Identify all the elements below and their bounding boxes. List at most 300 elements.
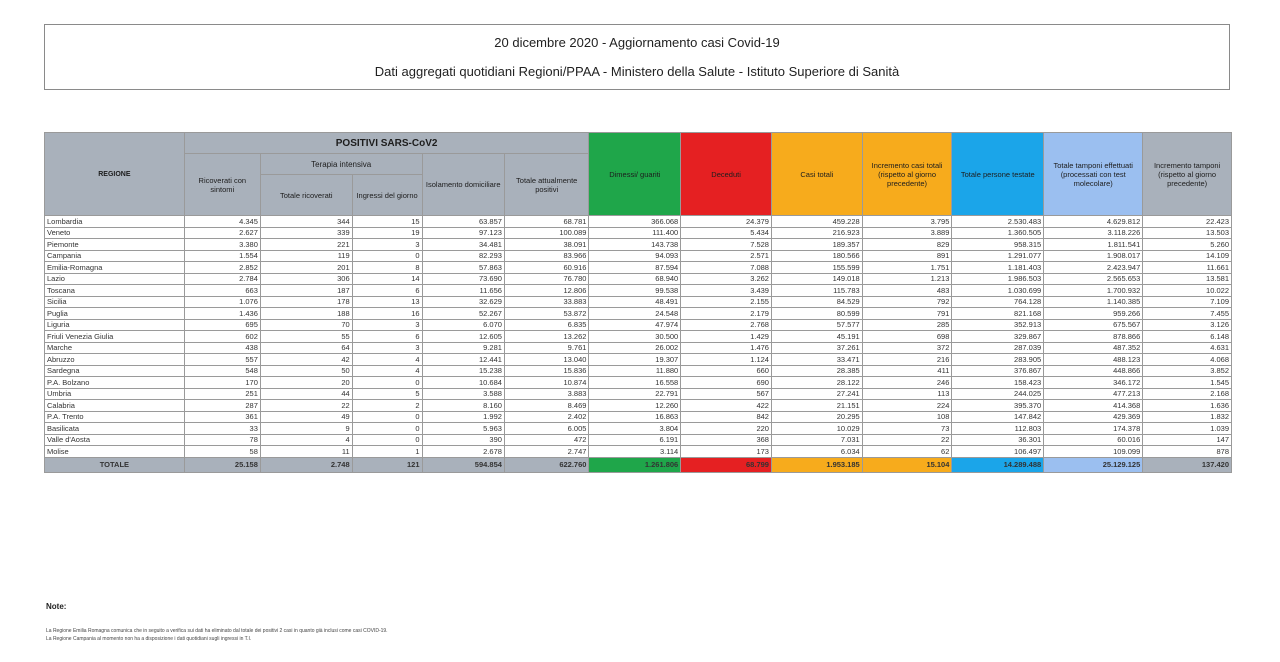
value-cell: 3.380 [184,239,260,251]
value-cell: 55 [260,331,352,343]
value-cell: 38.091 [504,239,589,251]
value-cell: 44 [260,388,352,400]
value-cell: 47.974 [589,319,681,331]
value-cell: 791 [862,308,952,320]
value-cell: 178 [260,296,352,308]
total-row [45,457,1232,472]
value-cell: 842 [681,411,772,423]
header-ricoverati: Ricoverati con sintomi [184,154,260,216]
value-cell: 1.811.541 [1044,239,1143,251]
value-cell: 188 [260,308,352,320]
header-deceduti: Deceduti [681,133,772,216]
value-cell: 19.307 [589,354,681,366]
value-cell: 109.099 [1044,446,1143,458]
value-cell: 244.025 [952,388,1044,400]
total-value-cell: 15.104 [862,457,952,472]
value-cell: 3 [352,319,422,331]
value-cell: 82.293 [422,250,504,262]
value-cell: 15 [352,216,422,228]
value-cell: 2.423.947 [1044,262,1143,274]
value-cell: 0 [352,423,422,435]
value-cell: 4.345 [184,216,260,228]
value-cell: 438 [184,342,260,354]
value-cell: 4.068 [1143,354,1232,366]
header-tamponi: Totale tamponi effettuati (processati con test molecolare) [1044,133,1143,216]
value-cell: 1.832 [1143,411,1232,423]
value-cell: 2.678 [422,446,504,458]
value-cell: 251 [184,388,260,400]
value-cell: 959.266 [1044,308,1143,320]
value-cell: 1.436 [184,308,260,320]
value-cell: 411 [862,365,952,377]
table-row [45,227,1232,239]
header-ti-totale: Totale ricoverati [260,175,352,216]
value-cell: 60.016 [1044,434,1143,446]
value-cell: 5 [352,388,422,400]
value-cell: 3.114 [589,446,681,458]
value-cell: 395.370 [952,400,1044,412]
region-name-cell: Veneto [45,227,185,239]
value-cell: 6 [352,285,422,297]
value-cell: 8.469 [504,400,589,412]
table-row [45,331,1232,343]
value-cell: 83.966 [504,250,589,262]
value-cell: 663 [184,285,260,297]
value-cell: 4.629.812 [1044,216,1143,228]
value-cell: 14 [352,273,422,285]
value-cell: 60.916 [504,262,589,274]
note-line: La Regione Campania al momento non ha a disposizione i dati quotidiani sugli ingressi in T.I. [46,636,252,642]
total-value-cell: 25.158 [184,457,260,472]
table-row [45,342,1232,354]
value-cell: 2.402 [504,411,589,423]
value-cell: 16 [352,308,422,320]
value-cell: 1.636 [1143,400,1232,412]
value-cell: 4 [352,354,422,366]
value-cell: 12.441 [422,354,504,366]
table-row [45,377,1232,389]
value-cell: 6.191 [589,434,681,446]
value-cell: 2.627 [184,227,260,239]
value-cell: 111.400 [589,227,681,239]
value-cell: 108 [862,411,952,423]
title-box [44,24,1230,90]
value-cell: 3.118.226 [1044,227,1143,239]
value-cell: 13.581 [1143,273,1232,285]
header-ti-ingressi: Ingressi del giorno [352,175,422,216]
table-row [45,411,1232,423]
value-cell: 6.070 [422,319,504,331]
value-cell: 187 [260,285,352,297]
value-cell: 376.867 [952,365,1044,377]
value-cell: 36.301 [952,434,1044,446]
value-cell: 7.528 [681,239,772,251]
region-name-cell: Molise [45,446,185,458]
value-cell: 958.315 [952,239,1044,251]
value-cell: 50 [260,365,352,377]
value-cell: 37.261 [771,342,862,354]
table-row [45,273,1232,285]
table-row [45,388,1232,400]
header-terapia-group: Terapia intensiva [260,154,422,175]
value-cell: 113 [862,388,952,400]
value-cell: 6.034 [771,446,862,458]
value-cell: 13.262 [504,331,589,343]
table-row [45,296,1232,308]
region-name-cell: Sicilia [45,296,185,308]
value-cell: 28.122 [771,377,862,389]
value-cell: 48.491 [589,296,681,308]
value-cell: 602 [184,331,260,343]
value-cell: 16.863 [589,411,681,423]
value-cell: 73 [862,423,952,435]
value-cell: 1.030.699 [952,285,1044,297]
value-cell: 6.005 [504,423,589,435]
value-cell: 4 [352,365,422,377]
value-cell: 346.172 [1044,377,1143,389]
value-cell: 73.690 [422,273,504,285]
value-cell: 4.631 [1143,342,1232,354]
value-cell: 63.857 [422,216,504,228]
header-isolamento: Isolamento domiciliare [422,154,504,216]
value-cell: 84.529 [771,296,862,308]
value-cell: 34.481 [422,239,504,251]
page-title: 20 dicembre 2020 - Aggiornamento casi Covid-19 [494,35,780,50]
value-cell: 216 [862,354,952,366]
value-cell: 22 [862,434,952,446]
value-cell: 3.439 [681,285,772,297]
value-cell: 1.554 [184,250,260,262]
value-cell: 1.545 [1143,377,1232,389]
value-cell: 361 [184,411,260,423]
value-cell: 24.548 [589,308,681,320]
value-cell: 1.751 [862,262,952,274]
value-cell: 5.434 [681,227,772,239]
value-cell: 173 [681,446,772,458]
table-row [45,308,1232,320]
value-cell: 115.783 [771,285,862,297]
value-cell: 792 [862,296,952,308]
value-cell: 3.588 [422,388,504,400]
value-cell: 414.368 [1044,400,1143,412]
table-row [45,400,1232,412]
value-cell: 24.379 [681,216,772,228]
value-cell: 2.747 [504,446,589,458]
value-cell: 1.039 [1143,423,1232,435]
region-name-cell: Friuli Venezia Giulia [45,331,185,343]
value-cell: 764.128 [952,296,1044,308]
value-cell: 390 [422,434,504,446]
value-cell: 821.168 [952,308,1044,320]
header-totale-positivi: Totale attualmente positivi [504,154,589,216]
value-cell: 32.629 [422,296,504,308]
value-cell: 42 [260,354,352,366]
value-cell: 3.852 [1143,365,1232,377]
value-cell: 3.262 [681,273,772,285]
region-name-cell: Lazio [45,273,185,285]
value-cell: 76.780 [504,273,589,285]
table-row [45,365,1232,377]
value-cell: 1.700.932 [1044,285,1143,297]
region-name-cell: Piemonte [45,239,185,251]
value-cell: 53.872 [504,308,589,320]
value-cell: 829 [862,239,952,251]
value-cell: 170 [184,377,260,389]
value-cell: 68.781 [504,216,589,228]
value-cell: 87.594 [589,262,681,274]
value-cell: 567 [681,388,772,400]
value-cell: 6.835 [504,319,589,331]
region-name-cell: Marche [45,342,185,354]
total-value-cell: 68.799 [681,457,772,472]
value-cell: 698 [862,331,952,343]
value-cell: 366.068 [589,216,681,228]
value-cell: 13.040 [504,354,589,366]
region-name-cell: Basilicata [45,423,185,435]
value-cell: 33.471 [771,354,862,366]
value-cell: 22.423 [1143,216,1232,228]
value-cell: 3.126 [1143,319,1232,331]
total-label-cell: TOTALE [45,457,185,472]
value-cell: 28.385 [771,365,862,377]
value-cell: 2.168 [1143,388,1232,400]
value-cell: 2.530.483 [952,216,1044,228]
value-cell: 52.267 [422,308,504,320]
value-cell: 448.866 [1044,365,1143,377]
value-cell: 112.803 [952,423,1044,435]
value-cell: 68.940 [589,273,681,285]
value-cell: 11 [260,446,352,458]
value-cell: 70 [260,319,352,331]
header-regione: REGIONE [45,133,185,216]
total-value-cell: 14.289.488 [952,457,1044,472]
value-cell: 155.599 [771,262,862,274]
header-casi-totali: Casi totali [771,133,862,216]
value-cell: 21.151 [771,400,862,412]
value-cell: 1.181.403 [952,262,1044,274]
value-cell: 57.863 [422,262,504,274]
value-cell: 1.986.503 [952,273,1044,285]
value-cell: 472 [504,434,589,446]
table-row [45,434,1232,446]
value-cell: 283.905 [952,354,1044,366]
value-cell: 10.874 [504,377,589,389]
value-cell: 147 [1143,434,1232,446]
value-cell: 62 [862,446,952,458]
value-cell: 3.804 [589,423,681,435]
value-cell: 1.124 [681,354,772,366]
value-cell: 3.795 [862,216,952,228]
value-cell: 557 [184,354,260,366]
value-cell: 57.577 [771,319,862,331]
value-cell: 422 [681,400,772,412]
region-name-cell: Emilia-Romagna [45,262,185,274]
value-cell: 8.160 [422,400,504,412]
value-cell: 1.908.017 [1044,250,1143,262]
value-cell: 20.295 [771,411,862,423]
value-cell: 147.842 [952,411,1044,423]
value-cell: 3.883 [504,388,589,400]
value-cell: 158.423 [952,377,1044,389]
value-cell: 5.963 [422,423,504,435]
value-cell: 1.140.385 [1044,296,1143,308]
region-name-cell: Campania [45,250,185,262]
table-row [45,250,1232,262]
total-value-cell: 594.854 [422,457,504,472]
region-name-cell: Toscana [45,285,185,297]
page-subtitle: Dati aggregati quotidiani Regioni/PPAA - Ministero della Salute - Istituto Superiore di Sanità [374,64,900,79]
value-cell: 372 [862,342,952,354]
value-cell: 64 [260,342,352,354]
value-cell: 58 [184,446,260,458]
value-cell: 2.179 [681,308,772,320]
value-cell: 20 [260,377,352,389]
value-cell: 1.429 [681,331,772,343]
value-cell: 2.852 [184,262,260,274]
value-cell: 99.538 [589,285,681,297]
value-cell: 3 [352,239,422,251]
value-cell: 368 [681,434,772,446]
value-cell: 10.022 [1143,285,1232,297]
value-cell: 216.923 [771,227,862,239]
value-cell: 3 [352,342,422,354]
value-cell: 33 [184,423,260,435]
region-name-cell: P.A. Bolzano [45,377,185,389]
value-cell: 22.791 [589,388,681,400]
region-name-cell: Sardegna [45,365,185,377]
value-cell: 483 [862,285,952,297]
table-row [45,319,1232,331]
value-cell: 6.148 [1143,331,1232,343]
value-cell: 1.213 [862,273,952,285]
value-cell: 78 [184,434,260,446]
total-value-cell: 2.748 [260,457,352,472]
value-cell: 1.992 [422,411,504,423]
value-cell: 488.123 [1044,354,1143,366]
value-cell: 220 [681,423,772,435]
header-incremento-casi: Incremento casi totali (rispetto al giorno precedente) [862,133,952,216]
region-name-cell: Umbria [45,388,185,400]
total-value-cell: 25.129.125 [1044,457,1143,472]
value-cell: 26.002 [589,342,681,354]
value-cell: 22 [260,400,352,412]
value-cell: 548 [184,365,260,377]
value-cell: 80.599 [771,308,862,320]
region-name-cell: Lombardia [45,216,185,228]
total-value-cell: 1.261.806 [589,457,681,472]
value-cell: 477.213 [1044,388,1143,400]
value-cell: 11.661 [1143,262,1232,274]
value-cell: 878.866 [1044,331,1143,343]
value-cell: 2.155 [681,296,772,308]
value-cell: 10.029 [771,423,862,435]
notes-title: Note: [46,602,67,611]
value-cell: 10.684 [422,377,504,389]
value-cell: 2.571 [681,250,772,262]
value-cell: 0 [352,411,422,423]
table-row [45,423,1232,435]
value-cell: 1 [352,446,422,458]
value-cell: 1.291.077 [952,250,1044,262]
value-cell: 19 [352,227,422,239]
value-cell: 201 [260,262,352,274]
region-name-cell: Calabria [45,400,185,412]
value-cell: 11.880 [589,365,681,377]
value-cell: 7.455 [1143,308,1232,320]
value-cell: 339 [260,227,352,239]
total-value-cell: 622.760 [504,457,589,472]
value-cell: 287 [184,400,260,412]
value-cell: 344 [260,216,352,228]
value-cell: 660 [681,365,772,377]
value-cell: 189.357 [771,239,862,251]
value-cell: 329.867 [952,331,1044,343]
value-cell: 49 [260,411,352,423]
value-cell: 487.352 [1044,342,1143,354]
table-row [45,216,1232,228]
value-cell: 45.191 [771,331,862,343]
value-cell: 174.378 [1044,423,1143,435]
value-cell: 7.109 [1143,296,1232,308]
region-name-cell: Abruzzo [45,354,185,366]
value-cell: 429.369 [1044,411,1143,423]
value-cell: 30.500 [589,331,681,343]
table-row [45,285,1232,297]
covid-data-table [44,132,1232,473]
value-cell: 1.360.505 [952,227,1044,239]
value-cell: 12.605 [422,331,504,343]
value-cell: 675.567 [1044,319,1143,331]
value-cell: 9 [260,423,352,435]
region-name-cell: Puglia [45,308,185,320]
value-cell: 9.761 [504,342,589,354]
value-cell: 352.913 [952,319,1044,331]
value-cell: 97.123 [422,227,504,239]
table-row [45,446,1232,458]
value-cell: 14.109 [1143,250,1232,262]
value-cell: 27.241 [771,388,862,400]
value-cell: 695 [184,319,260,331]
value-cell: 12.806 [504,285,589,297]
value-cell: 4 [260,434,352,446]
value-cell: 119 [260,250,352,262]
value-cell: 180.566 [771,250,862,262]
value-cell: 2 [352,400,422,412]
value-cell: 221 [260,239,352,251]
value-cell: 0 [352,434,422,446]
value-cell: 33.883 [504,296,589,308]
header-incremento-tamponi: Incremento tamponi (rispetto al giorno precedente) [1143,133,1232,216]
table-row [45,239,1232,251]
header-dimessi: Dimessi/ guariti [589,133,681,216]
value-cell: 143.738 [589,239,681,251]
value-cell: 459.228 [771,216,862,228]
header-persone-testate: Totale persone testate [952,133,1044,216]
region-name-cell: Liguria [45,319,185,331]
value-cell: 11.656 [422,285,504,297]
value-cell: 13.503 [1143,227,1232,239]
value-cell: 94.093 [589,250,681,262]
value-cell: 246 [862,377,952,389]
total-value-cell: 121 [352,457,422,472]
value-cell: 306 [260,273,352,285]
value-cell: 878 [1143,446,1232,458]
value-cell: 6 [352,331,422,343]
value-cell: 287.039 [952,342,1044,354]
note-line: La Regione Emilia Romagna comunica che in seguito a verifica sui dati ha eliminato dal totale dei positivi 2 casi in quanto già inclusi come casi COVID-19. [46,628,388,634]
value-cell: 15.238 [422,365,504,377]
value-cell: 5.260 [1143,239,1232,251]
